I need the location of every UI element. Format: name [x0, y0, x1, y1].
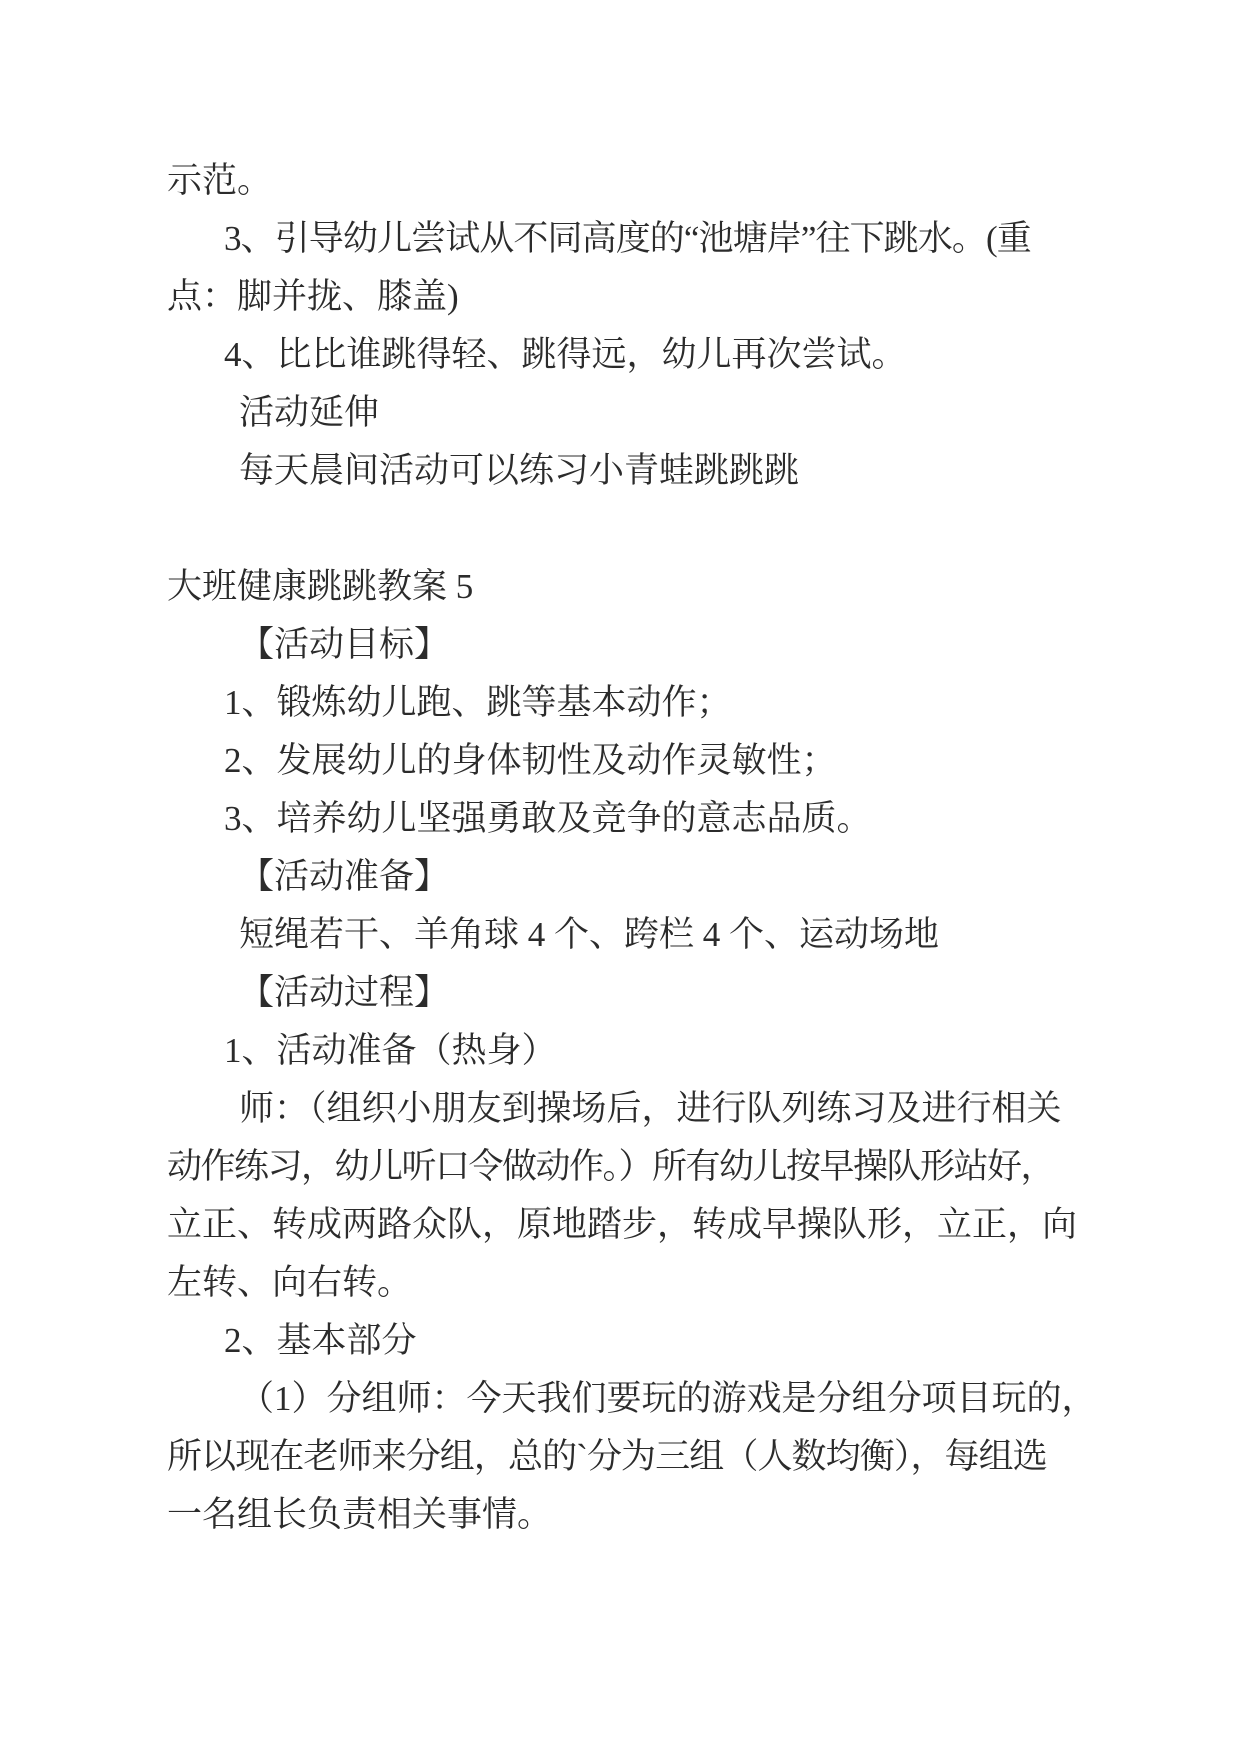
- text-line: 点：脚并拢、膝盖): [167, 277, 459, 316]
- text-line: 【活动准备】: [239, 857, 450, 896]
- text-body: [167, 152, 1097, 1544]
- text-line: （1）分组师：今天我们要玩的游戏是分组分项目玩的，: [239, 1379, 1097, 1418]
- blank-line: [167, 500, 1074, 558]
- text-line: 立正、转成两路众队，原地踏步，转成早操队形，立正，向: [167, 1205, 1078, 1244]
- text-line: 2、发展幼儿的身体韧性及动作灵敏性；: [224, 741, 837, 780]
- text-line: 动作练习，幼儿听口令做动作。）所有幼儿按早操队形站好，: [167, 1147, 1055, 1186]
- text-line: 2、基本部分: [224, 1321, 417, 1360]
- text-line: 4、比比谁跳得轻、跳得远，幼儿再次尝试。: [224, 335, 907, 374]
- text-line: 1、活动准备（热身）: [224, 1031, 557, 1070]
- text-line: 1、锻炼幼儿跑、跳等基本动作；: [224, 683, 732, 722]
- text-line: 左转、向右转。: [167, 1263, 413, 1302]
- text-line: 3、引导幼儿尝试从不同高度的“池塘岸”往下跳水。(重: [224, 219, 1031, 258]
- text-line: 师：（组织小朋友到操场后，进行队列练习及进行相关: [239, 1089, 1062, 1128]
- text-line: 示范。: [167, 161, 273, 200]
- text-line: 【活动目标】: [239, 625, 450, 664]
- text-line: 【活动过程】: [239, 973, 450, 1012]
- text-line: 大班健康跳跳教案 5: [167, 567, 474, 606]
- text-line: 一名组长负责相关事情。: [167, 1495, 553, 1534]
- text-line: 每天晨间活动可以练习小青蛙跳跳跳: [239, 451, 800, 490]
- text-line: 短绳若干、羊角球 4 个、跨栏 4 个、运动场地: [239, 915, 940, 954]
- text-line: 3、培养幼儿坚强勇敢及竞争的意志品质。: [224, 799, 872, 838]
- text-line: 活动延伸: [239, 393, 380, 432]
- text-line: 所以现在老师来分组，总的`分为三组（人数均衡），每组选: [167, 1437, 1047, 1476]
